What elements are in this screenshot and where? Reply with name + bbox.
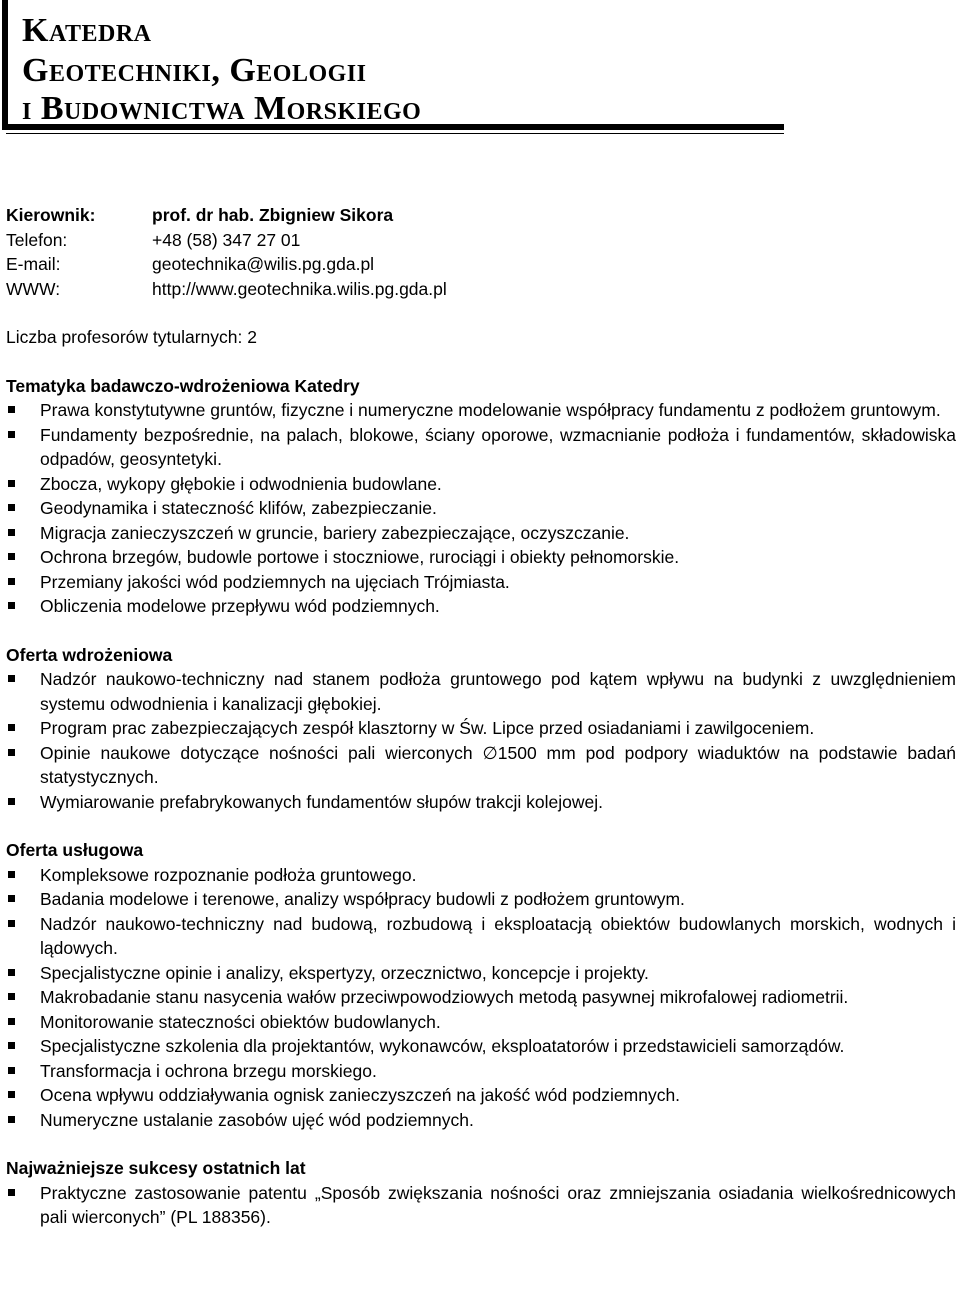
list-item bbox=[6, 1034, 956, 1059]
list-item bbox=[6, 496, 956, 521]
list-item bbox=[6, 472, 956, 497]
list-item bbox=[6, 398, 956, 423]
contact-value[interactable]: geotechnika@wilis.pg.gda.pl bbox=[152, 254, 375, 274]
document-body bbox=[6, 203, 956, 1230]
contact-label: Telefon: bbox=[6, 229, 68, 250]
list-item-text: Migracja zanieczyszczeń w gruncie, bariery zabezpieczające, oczyszczanie. bbox=[40, 522, 630, 543]
list-item bbox=[6, 667, 956, 716]
header-box bbox=[2, 0, 784, 130]
section-heading: Najważniejsze sukcesy ostatnich lat bbox=[6, 1158, 306, 1178]
list-item bbox=[6, 887, 956, 912]
list-item-text: Wymiarowanie prefabrykowanych fundamentów słupów trakcji kolejowej. bbox=[40, 791, 604, 812]
list-item-text: Nadzór naukowo-techniczny nad budową, rozbudową i eksploatacją obiektów budowlanych morskich, wodnych i lądowych. bbox=[40, 913, 956, 958]
list-item bbox=[6, 741, 956, 790]
list-item bbox=[6, 790, 956, 815]
list-item bbox=[6, 985, 956, 1010]
square-bullet-icon bbox=[8, 529, 15, 536]
bullet-list bbox=[6, 1181, 956, 1230]
section-heading: Oferta usługowa bbox=[6, 840, 144, 860]
square-bullet-icon bbox=[8, 798, 15, 805]
square-bullet-icon bbox=[8, 406, 15, 413]
list-item-text: Ochrona brzegów, budowle portowe i stoczniowe, rurociągi i obiekty pełnomorskie. bbox=[40, 547, 680, 567]
list-item bbox=[6, 1010, 956, 1035]
list-item bbox=[6, 961, 956, 986]
bullet-list bbox=[6, 863, 956, 1133]
list-item bbox=[6, 716, 956, 741]
professors-count: Liczba profesorów tytularnych: 2 bbox=[6, 327, 257, 347]
list-item bbox=[6, 1083, 956, 1108]
list-item-text: Prawa konstytutywne gruntów, fizyczne i numeryczne modelowanie współpracy fundamentu z podłożem gruntowym. bbox=[40, 400, 941, 420]
bullet-list bbox=[6, 398, 956, 619]
list-item-text: Geodynamika i stateczność klifów, zabezpieczanie. bbox=[40, 498, 437, 518]
square-bullet-icon bbox=[8, 553, 15, 560]
list-item bbox=[6, 1181, 956, 1230]
square-bullet-icon bbox=[8, 920, 15, 927]
square-bullet-icon bbox=[8, 749, 15, 756]
list-item-text: Makrobadanie stanu nasycenia wałów przeciwpowodziowych metodą pasywnej mikrofalowej radiometrii. bbox=[40, 987, 849, 1007]
list-item bbox=[6, 912, 956, 961]
contact-value: +48 (58) 347 27 01 bbox=[152, 229, 301, 250]
list-item bbox=[6, 570, 956, 595]
list-item-text: Zbocza, wykopy głębokie i odwodnienia budowlane. bbox=[40, 473, 442, 494]
list-item bbox=[6, 521, 956, 546]
square-bullet-icon bbox=[8, 675, 15, 682]
title-line-3: i Budownictwa Morskiego bbox=[22, 90, 422, 127]
square-bullet-icon bbox=[8, 871, 15, 878]
list-item-text: Transformacja i ochrona brzegu morskiego. bbox=[40, 1060, 377, 1081]
square-bullet-icon bbox=[8, 1189, 15, 1196]
list-item-text: Program prac zabezpieczających zespół klasztorny w Św. Lipce przed osiadaniami i zawilgoceniem. bbox=[40, 718, 815, 738]
contact-value: prof. dr hab. Zbigniew Sikora bbox=[152, 205, 394, 225]
square-bullet-icon bbox=[8, 969, 15, 976]
bullet-list bbox=[6, 667, 956, 814]
list-item-text: Praktyczne zastosowanie patentu „Sposób zwiększania nośności oraz zmniejszania osiadania wielkośrednicowych pali wierconych” (PL 188356). bbox=[40, 1182, 956, 1227]
list-item bbox=[6, 545, 956, 570]
list-item-text: Monitorowanie stateczności obiektów budowlanych. bbox=[40, 1011, 441, 1032]
square-bullet-icon bbox=[8, 1116, 15, 1123]
list-item-text: Przemiany jakości wód podziemnych na ujęciach Trójmiasta. bbox=[40, 571, 510, 592]
square-bullet-icon bbox=[8, 431, 15, 438]
list-item-text: Numeryczne ustalanie zasobów ujęć wód podziemnych. bbox=[40, 1109, 474, 1130]
square-bullet-icon bbox=[8, 1042, 15, 1049]
list-item-text: Fundamenty bezpośrednie, na palach, blokowe, ściany oporowe, wzmacnianie podłoża i fundamentów, składowiska odpadów, geosyntetyki. bbox=[40, 424, 956, 469]
contact-label: WWW: bbox=[6, 278, 61, 299]
list-item-text: Badania modelowe i terenowe, analizy współpracy budowli z podłożem gruntowym. bbox=[40, 889, 685, 909]
list-item-text: Opinie naukowe dotyczące nośności pali wierconych ∅1500 mm pod podpory wiaduktów na podstawie badań statystycznych. bbox=[40, 742, 956, 787]
list-item bbox=[6, 863, 956, 888]
list-item-text: Ocena wpływu oddziaływania ognisk zanieczyszczeń na jakość wód podziemnych. bbox=[40, 1085, 681, 1105]
list-item bbox=[6, 594, 956, 619]
square-bullet-icon bbox=[8, 1091, 15, 1098]
square-bullet-icon bbox=[8, 724, 15, 731]
square-bullet-icon bbox=[8, 993, 15, 1000]
list-item-text: Specjalistyczne szkolenia dla projektantów, wykonawców, eksploatatorów i przedstawicieli samorządów. bbox=[40, 1036, 845, 1056]
section-heading: Oferta wdrożeniowa bbox=[6, 644, 173, 665]
square-bullet-icon bbox=[8, 578, 15, 585]
list-item-text: Kompleksowe rozpoznanie podłoża gruntowego. bbox=[40, 864, 417, 885]
list-item bbox=[6, 1108, 956, 1133]
contact-label: E-mail: bbox=[6, 254, 61, 274]
contact-info bbox=[6, 203, 956, 301]
list-item-text: Specjalistyczne opinie i analizy, ekspertyzy, orzecznictwo, koncepcje i projekty. bbox=[40, 962, 649, 983]
square-bullet-icon bbox=[8, 480, 15, 487]
contact-value[interactable]: http://www.geotechnika.wilis.pg.gda.pl bbox=[152, 278, 447, 299]
list-item bbox=[6, 423, 956, 472]
title-line-1: Katedra bbox=[22, 12, 152, 49]
square-bullet-icon bbox=[8, 602, 15, 609]
square-bullet-icon bbox=[8, 1067, 15, 1074]
contact-label: Kierownik: bbox=[6, 205, 96, 225]
square-bullet-icon bbox=[8, 1018, 15, 1025]
list-item-text: Obliczenia modelowe przepływu wód podziemnych. bbox=[40, 596, 440, 616]
section-heading: Tematyka badawczo-wdrożeniowa Katedry bbox=[6, 375, 360, 396]
title-line-2: Geotechniki, Geologii bbox=[22, 52, 367, 89]
list-item bbox=[6, 1059, 956, 1084]
square-bullet-icon bbox=[8, 504, 15, 511]
sections bbox=[6, 350, 956, 1230]
square-bullet-icon bbox=[8, 895, 15, 902]
list-item-text: Nadzór naukowo-techniczny nad stanem podłoża gruntowego pod kątem wpływu na budynki z uwzględnieniem systemu odwodnienia i kanalizacji głębokiej. bbox=[40, 669, 956, 714]
